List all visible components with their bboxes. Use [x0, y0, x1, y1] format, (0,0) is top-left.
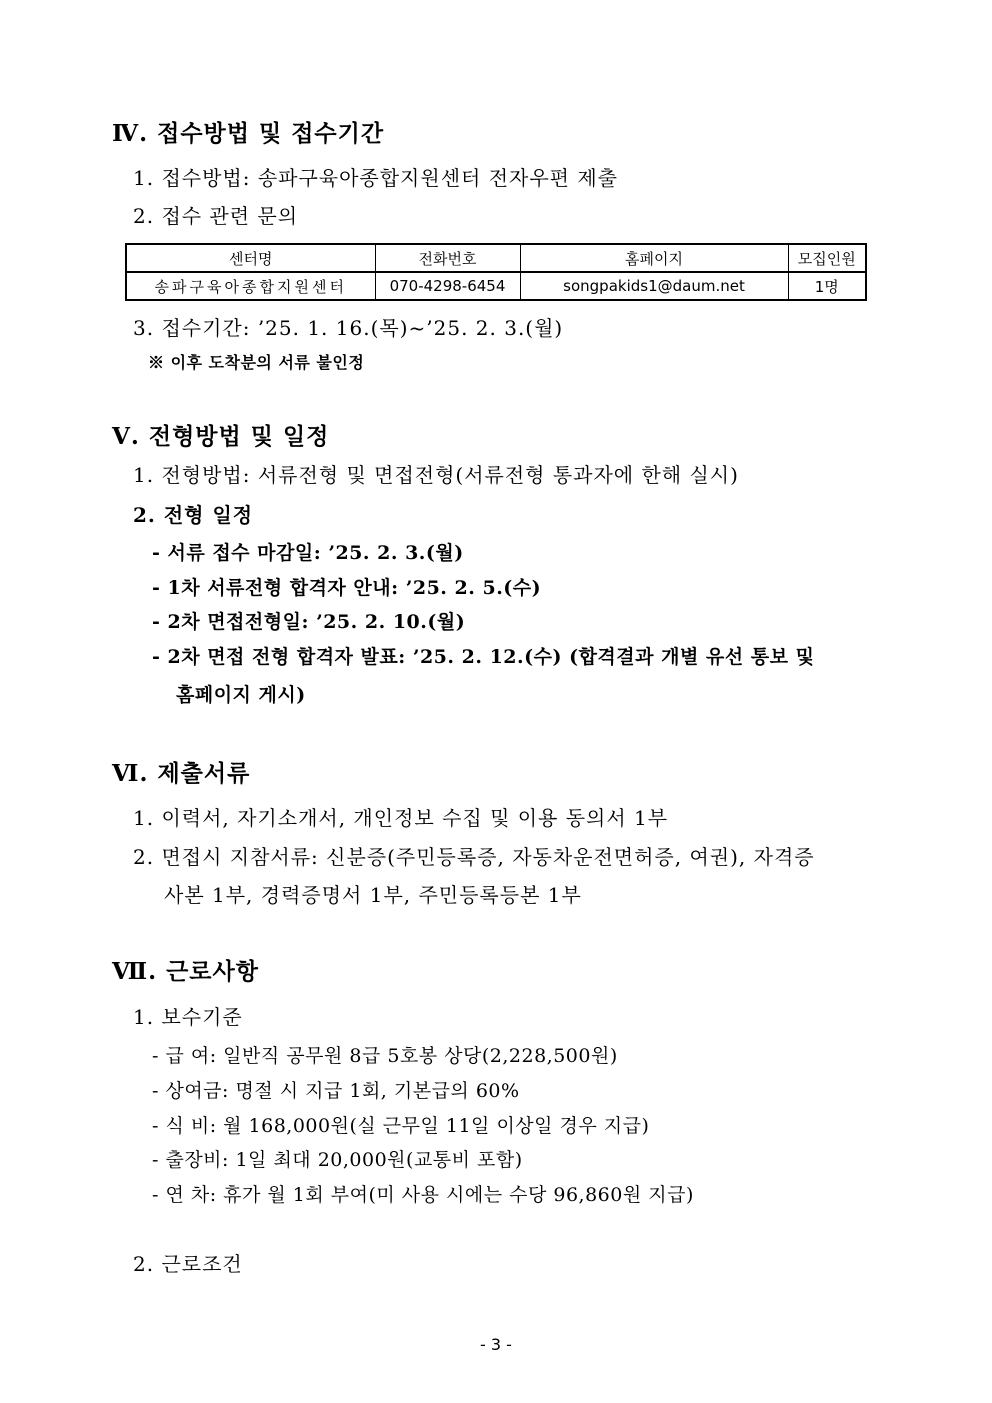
section-5-item-1: 1. 전형방법: 서류전형 및 면접전형(서류전형 통과자에 한해 실시): [133, 463, 739, 487]
section-6-heading: Ⅵ. 제출서류: [112, 760, 251, 787]
schedule-item: - 2차 면접전형일: ’25. 2. 10.(월): [152, 611, 466, 633]
table-header-cell: 모집인원: [788, 244, 866, 272]
recruit-count-cell: 1명: [788, 272, 866, 300]
section-7-heading: Ⅶ. 근로사항: [112, 958, 259, 985]
section-5-heading: Ⅴ. 전형방법 및 일정: [112, 423, 330, 450]
schedule-item: - 서류 접수 마감일: ’25. 2. 3.(월): [152, 542, 464, 564]
section-5-item-2: 2. 전형 일정: [133, 503, 254, 527]
pay-item: - 출장비: 1일 최대 20,000원(교통비 포함): [152, 1149, 523, 1171]
schedule-item-continuation: 홈페이지 게시): [176, 684, 306, 706]
pay-item: - 상여금: 명절 시 지급 1회, 기본급의 60%: [152, 1080, 520, 1102]
section-4-note: ※ 이후 도착분의 서류 불인정: [148, 353, 365, 372]
phone-cell: 070-4298-6454: [375, 272, 520, 300]
pay-item: - 급 여: 일반직 공무원 8급 5호봉 상당(2,228,500원): [152, 1045, 618, 1067]
page-number: - 3 -: [480, 1335, 512, 1354]
table-header-cell: 전화번호: [375, 244, 520, 272]
section-7-item-2: 2. 근로조건: [133, 1252, 243, 1276]
schedule-item: - 1차 서류전형 합격자 안내: ’25. 2. 5.(수): [152, 577, 542, 599]
homepage-cell[interactable]: songpakids1@daum.net: [520, 272, 788, 300]
pay-item: - 식 비: 월 168,000원(실 근무일 11일 이상일 경우 지급): [152, 1115, 650, 1137]
center-name-cell: 송파구육아종합지원센터: [126, 272, 375, 300]
table-header-cell: 홈페이지: [520, 244, 788, 272]
section-6-item-2: 2. 면접시 지참서류: 신분증(주민등록증, 자동차운전면허증, 여권), 자격증: [133, 845, 815, 869]
contact-table: [125, 243, 867, 301]
section-4-heading: Ⅳ. 접수방법 및 접수기간: [112, 120, 385, 147]
section-6-item-1: 1. 이력서, 자기소개서, 개인정보 수집 및 이용 동의서 1부: [133, 806, 669, 830]
section-4-item-3: 3. 접수기간: ’25. 1. 16.(목)~’25. 2. 3.(월): [133, 316, 564, 340]
table-header-cell: 센터명: [126, 244, 375, 272]
pay-item: - 연 차: 휴가 월 1회 부여(미 사용 시에는 수당 96,860원 지급): [152, 1184, 694, 1206]
table-header-row: [126, 244, 866, 272]
section-4-item-2: 2. 접수 관련 문의: [133, 204, 299, 228]
section-4-item-1: 1. 접수방법: 송파구육아종합지원센터 전자우편 제출: [133, 166, 618, 190]
table-row: [126, 272, 866, 300]
schedule-item: - 2차 면접 전형 합격자 발표: ’25. 2. 12.(수) (합격결과 개별 유선 통보 및: [152, 646, 815, 668]
section-7-item-1: 1. 보수기준: [133, 1005, 243, 1029]
section-6-item-2-continuation: 사본 1부, 경력증명서 1부, 주민등록등본 1부: [164, 883, 582, 907]
